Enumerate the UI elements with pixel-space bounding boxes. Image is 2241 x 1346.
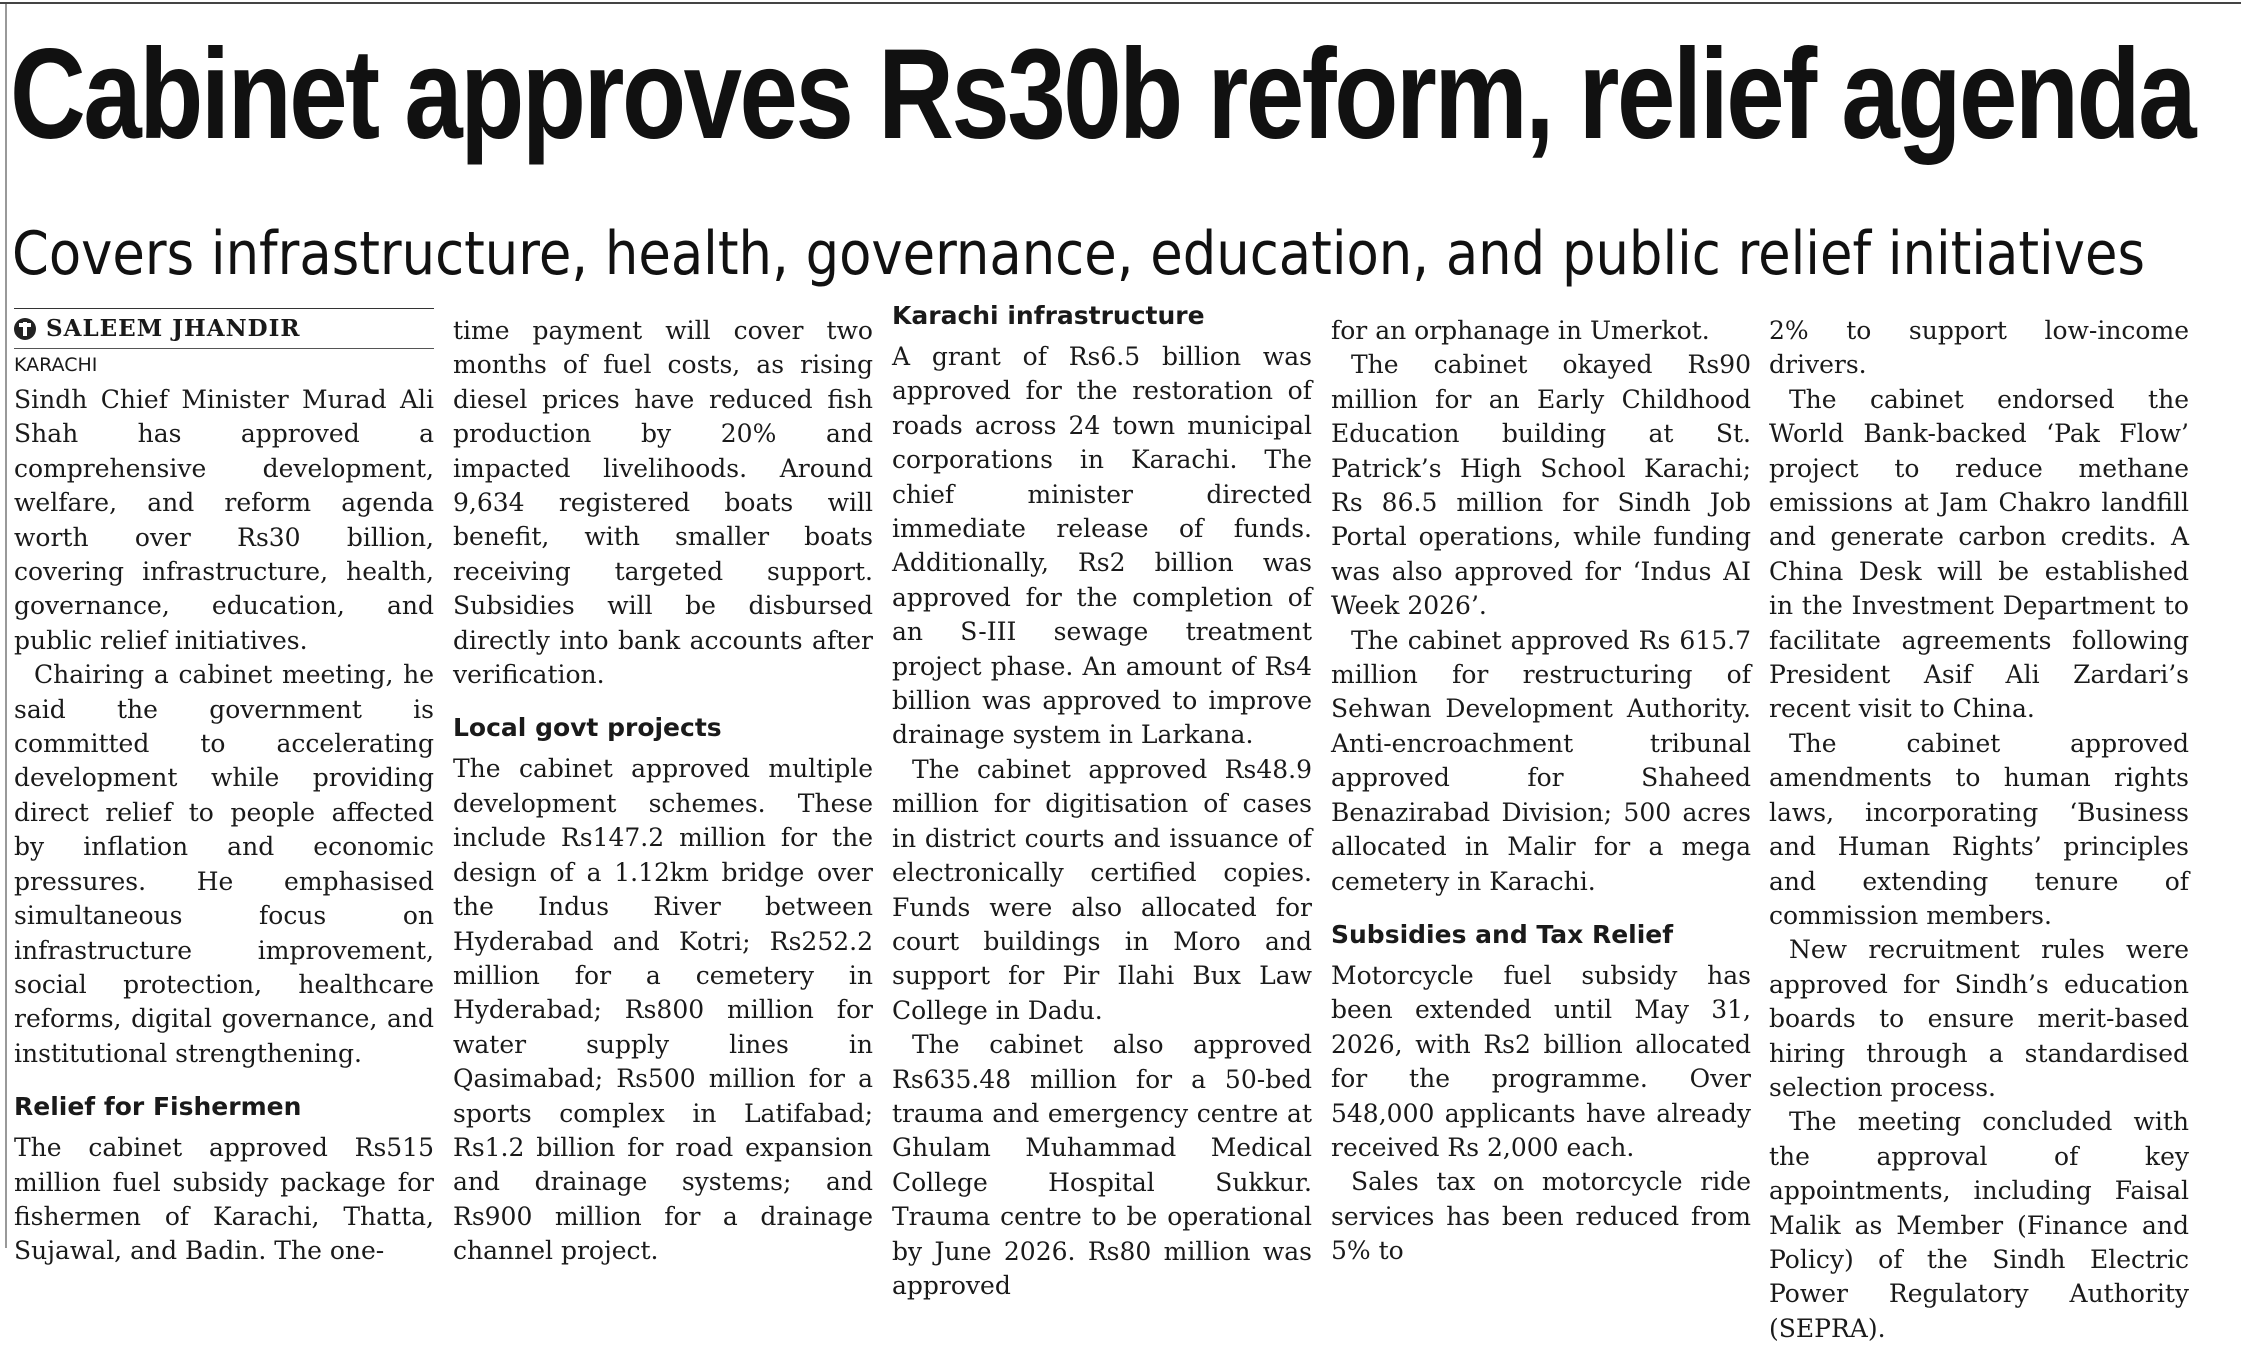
- dateline-rule: [14, 348, 434, 349]
- subheadline: Covers infrastructure, health, governance, education, and public relief initiatives: [12, 219, 2145, 289]
- paragraph: Motorcycle fuel subsidy has been extended until May 31, 2026, with Rs2 billion allocated for the programme. Over 548,000 applicants have already received Rs 2,000 each.: [1331, 960, 1751, 1162]
- paragraph: time payment will cover two months of fuel costs, as rising diesel prices have reduced fish production by 20% and impacted livelihoods. Around 9,634 registered boats will benefit, with smaller boats receiving targeted support. Subsidies will be disbursed directly into bank accounts after verification.: [453, 316, 873, 690]
- section-heading: Local govt projects: [453, 713, 722, 743]
- paragraph: 2% to support low-income drivers.: [1769, 316, 2189, 380]
- dateline: KARACHI: [14, 354, 98, 376]
- paragraph: The cabinet approved multiple development schemes. These include Rs147.2 million for the design of a 1.12km bridge over the Indus River between Hyderabad and Kotri; Rs252.2 million for a cemetery in Hyderabad; Rs800 million for water supply lines in Qasimabad; Rs500 million for a sports complex in Latifabad; Rs1.2 billion for road expansion and drainage systems; and Rs900 million for a drainage channel project.: [453, 754, 873, 1266]
- author-logo-icon: [14, 318, 36, 340]
- paragraph: Chairing a cabinet meeting, he said the government is committed to accelerating development while providing direct relief to people affected by inflation and economic pressures. He emphasised simultaneous focus on infrastructure improvement, social protection, healthcare reforms, digital governance, and institutional strengthening.: [14, 660, 434, 1068]
- section-heading: Relief for Fishermen: [14, 1092, 302, 1122]
- paragraph: Sindh Chief Minister Murad Ali Shah has approved a comprehensive development, welfare, and reform agenda worth over Rs30 billion, covering infrastructure, health, governance, education, and public relief initiatives.: [14, 385, 434, 655]
- paragraph: The meeting concluded with the approval of key appointments, including Faisal Malik as Member (Finance and Policy) of the Sindh Electric Power Regulatory Authority (SEPRA).: [1769, 1107, 2189, 1343]
- column-1: [14, 314, 434, 1269]
- column-2: [453, 314, 873, 1269]
- section-heading: Subsidies and Tax Relief: [1331, 919, 1674, 949]
- paragraph: The cabinet approved amendments to human rights laws, incorporating ‘Business and Human Rights’ principles and extending tenure of commission members.: [1769, 728, 2189, 930]
- column-5: [1769, 314, 2189, 1346]
- paragraph: The cabinet approved Rs48.9 million for digitisation of cases in district courts and issuance of electronically certified copies. Funds were also allocated for court buildings in Moro and support for Pir Ilahi Bux Law College in Dadu.: [892, 754, 1312, 1025]
- paragraph: for an orphanage in Umerkot.: [1331, 316, 1710, 345]
- headline: Cabinet approves Rs30b reform, relief agenda: [10, 23, 2195, 166]
- top-border: [0, 2, 2241, 4]
- paragraph: The cabinet also approved Rs635.48 million for a 50-bed trauma and emergency centre at Ghulam Muhammad Medical College Hospital Sukkur. Trauma centre to be operational by June 2026. Rs80 million was approved: [892, 1030, 1312, 1300]
- paragraph: Sales tax on motorcycle ride services has been reduced from 5% to: [1331, 1167, 1751, 1266]
- left-border: [5, 4, 7, 1248]
- column-4: [1331, 314, 1751, 1269]
- byline-rule: [14, 308, 434, 309]
- paragraph: The cabinet endorsed the World Bank-backed ‘Pak Flow’ project to reduce methane emissions at Jam Chakro landfill and generate carbon credits. A China Desk will be established in the Investment Department to facilitate agreements following President Asif Ali Zardari’s recent visit to China.: [1769, 384, 2189, 724]
- paragraph: The cabinet approved Rs515 million fuel subsidy package for fishermen of Karachi, Thatta, Sujawal, and Badin. The one-: [14, 1133, 434, 1266]
- paragraph: New recruitment rules were approved for Sindh’s education boards to ensure merit-based hiring through a standardised selection process.: [1769, 935, 2189, 1102]
- column-3: [892, 300, 1312, 1303]
- byline-name: SALEEM JHANDIR: [46, 315, 301, 342]
- paragraph: A grant of Rs6.5 billion was approved for the restoration of roads across 24 town municipal corporations in Karachi. The chief minister directed immediate release of funds. Additionally, Rs2 billion was approved for the completion of an S-III sewage treatment project phase. An amount of Rs4 billion was approved to improve drainage system in Larkana.: [892, 342, 1312, 750]
- byline: [14, 313, 434, 345]
- section-heading: Karachi infrastructure: [892, 301, 1205, 330]
- paragraph: The cabinet approved Rs 615.7 million for restructuring of Sehwan Development Authority. Anti-encroachment tribunal approved for Shaheed Benazirabad Division; 500 acres allocated in Malir for a mega cemetery in Karachi.: [1331, 625, 1751, 896]
- paragraph: The cabinet okayed Rs90 million for an Early Childhood Education building at St. Patrick’s High School Karachi; Rs 86.5 million for Sindh Job Portal operations, while funding was also approved for ‘Indus AI Week 2026’.: [1331, 350, 1751, 621]
